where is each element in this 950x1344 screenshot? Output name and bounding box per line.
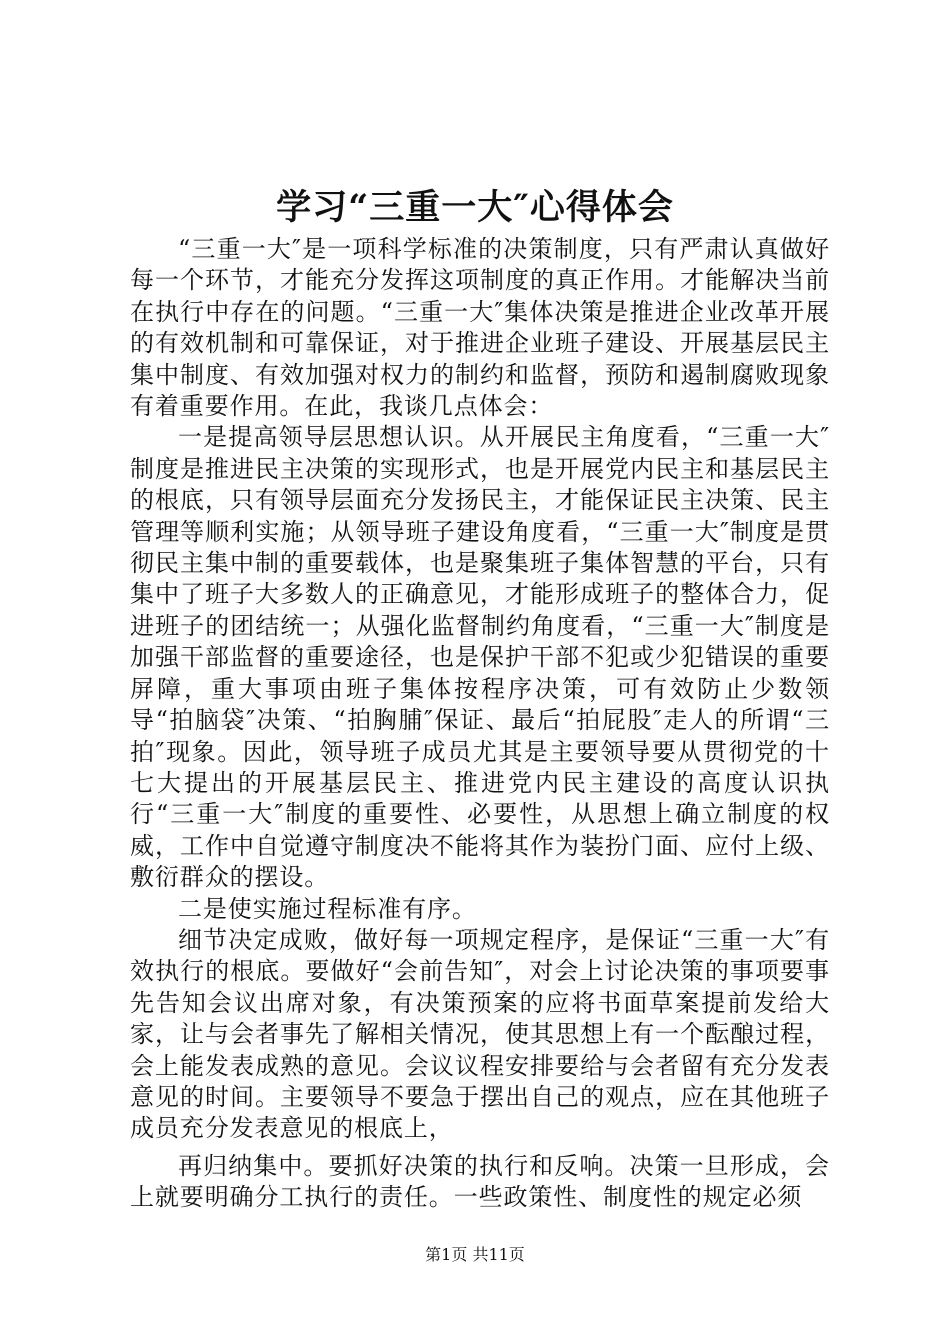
paragraph-continuation: 再归纳集中。要抓好决策的执行和反响。决策一旦形成，会上就要明确分工执行的责任。一些政策性、制度性的规定必须 [130, 1151, 830, 1212]
document-body [130, 234, 830, 1214]
document-title: 学习“三重一大″心得体会 [276, 187, 674, 228]
paragraph-intro: “三重一大″是一项科学标准的决策制度，只有严肃认真做好每一个环节，才能充分发挥这项制度的真正作用。才能解决当前在执行中存在的问题。“三重一大″集体决策是推进企业改革开展的有效机制和可靠保证，对于推进企业班子建设、开展基层民主集中制度、有效加强对权力的制约和监督，预防和遏制腐败现象有着重要作用。在此，我谈几点体会： [130, 235, 830, 421]
page-number-footer: 第1页 共11页 [425, 1245, 525, 1264]
paragraph-point-one: 一是提高领导层思想认识。从开展民主角度看，“三重一大″制度是推进民主决策的实现形式，也是开展党内民主和基层民主的根底，只有领导层面充分发扬民主，才能保证民主决策、民主管理等顺利实施；从领导班子建设角度看，“三重一大″制度是贯彻民主集中制的重要载体，也是聚集班子集体智慧的平台，只有集中了班子大多数人的正确意见，才能形成班子的整体合力，促进班子的团结统一；从强化监督制约角度看，“三重一大″制度是加强干部监督的重要途径，也是保护干部不犯或少犯错误的重要屏障，重大事项由班子集体按程序决策，可有效防止少数领导“拍脑袋″决策、“拍胸脯″保证、最后“拍屁股″走人的所谓“三拍″现象。因此，领导班子成员尤其是主要领导要从贯彻党的十七大提出的开展基层民主、推进党内民主建设的高度认识执行“三重一大″制度的重要性、必要性，从思想上确立制度的权威，工作中自觉遵守制度决不能将其作为装扮门面、应付上级、敷衍群众的摆设。 [130, 423, 830, 892]
paragraph-point-two-heading: 二是使实施过程标准有序。 [178, 894, 477, 923]
paragraph-details: 细节决定成败，做好每一项规定程序，是保证“三重一大″有效执行的根底。要做好“会前告知″，对会上讨论决策的事项要事先告知会议出席对象，有决策预案的应将书面草案提前发给大家，让与会者事先了解相关情况，使其思想上有一个酝酿过程，会上能发表成熟的意见。会议议程安排要给与会者留有充分发表意见的时间。主要领导不要急于摆出自己的观点，应在其他班子成员充分发表意见的根底上， [130, 925, 830, 1143]
